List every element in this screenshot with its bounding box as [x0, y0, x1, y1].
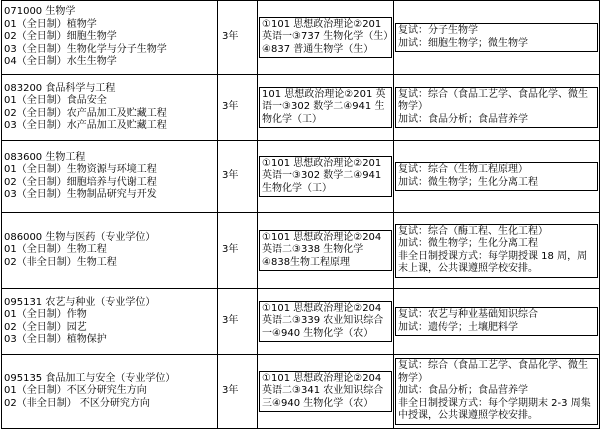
- program-row: [2, 355, 600, 429]
- review-line: 复试：综合（酶工程、生化工程）: [398, 225, 548, 237]
- exam-cell: [258, 213, 394, 289]
- major-title: 095135 食品加工与安全（专业学位）: [4, 372, 176, 384]
- major-title: 071000 生物学: [4, 6, 76, 18]
- review-line: 复试：综合（生物工程原理）: [398, 164, 528, 175]
- review-cell: [394, 213, 600, 289]
- direction-item: 02（全日制）细胞生物学: [4, 31, 117, 43]
- review-cell: [394, 141, 600, 213]
- review-cell: [394, 289, 600, 355]
- years-cell: 3年: [218, 213, 258, 289]
- review-cell: [394, 355, 600, 429]
- review-line: 复试：综合（食品工艺学、食品化学、微生物学）: [398, 360, 588, 384]
- program-row: [2, 213, 600, 289]
- review-line: 非全日制授课方式：每个学期期末 2-3 周集中授课，公共课遵照学校安排。: [398, 397, 591, 422]
- exam-cell: [258, 355, 394, 429]
- review-line: 加试：食品分析；食品营养学: [398, 385, 528, 397]
- direction-item: 01（全日制）食品安全: [4, 95, 107, 106]
- direction-item: 02（全日制）细胞培养与代谢工程: [4, 176, 157, 188]
- major-cell: [2, 289, 218, 355]
- review-cell: [394, 1, 600, 75]
- exam-cell: [258, 1, 394, 75]
- exam-subjects: ①101 思想政治理论②201英语一③737 生物化学（生）④837 普通生物学（生）: [262, 18, 389, 55]
- years-cell: 3年: [218, 141, 258, 213]
- exam-cell: [258, 75, 394, 141]
- years-cell: 3年: [218, 355, 258, 429]
- exam-subjects: ①101 思想政治理论②204英语二③338 生物化学④838生物工程原理: [262, 231, 382, 268]
- review-line: 加试：食品分析；食品营养学: [398, 113, 528, 125]
- major-title: 083600 生物工程: [4, 151, 86, 163]
- exam-subjects: 101 思想政治理论②201 英语一③302 数学二④941 生物化学（工）: [262, 88, 386, 125]
- program-row: [2, 289, 600, 355]
- program-table: [1, 0, 600, 429]
- review-line: 复试：农艺与种业基础知识综合: [398, 309, 538, 320]
- exam-subjects: ①101 思想政治理论②204英语二③339 农业知识综合一④940 生物化学（农）: [262, 302, 384, 339]
- years-cell: 3年: [218, 289, 258, 355]
- review-cell: [394, 75, 600, 141]
- direction-item: 03（全日制）生物制品研究与开发: [4, 189, 157, 200]
- review-line: 加试：遗传学；土壤肥料学: [398, 321, 518, 333]
- review-line: 非全日制授课方式：每学期授课 18 周，周末上课，公共课遵照学校安排。: [398, 250, 588, 274]
- direction-item: 01（全日制）作物: [4, 309, 87, 320]
- direction-item: 02（非全日制） 不区分研究方向: [4, 397, 150, 409]
- review-line: 加试：微生物学；生化分离工程: [398, 238, 538, 249]
- direction-item: 03（全日制）生物化学与分子生物学: [4, 43, 167, 55]
- major-title: 095131 农艺与种业（专业学位）: [4, 296, 156, 308]
- program-row: [2, 141, 600, 213]
- major-cell: [2, 75, 218, 141]
- direction-item: 02（全日制）农产品加工及贮藏工程: [4, 107, 167, 119]
- major-cell: [2, 213, 218, 289]
- review-line: 复试：分子生物学: [398, 25, 478, 36]
- exam-subjects: ①101 思想政治理论②201英语一③302 数学二④941生物化学（工）: [262, 157, 382, 194]
- direction-item: 01（全日制）生物工程: [4, 244, 107, 256]
- direction-item: 03（全日制）水产品加工及贮藏工程: [4, 120, 167, 131]
- direction-item: 04（全日制）水生生物学: [4, 56, 117, 68]
- years-cell: 3年: [218, 1, 258, 75]
- major-cell: [2, 1, 218, 75]
- direction-item: 02（非全日制）生物工程: [4, 256, 117, 268]
- major-title: 086000 生物与医药（专业学位）: [4, 231, 156, 243]
- review-line: 加试：微生物学；生化分离工程: [398, 176, 538, 188]
- exam-cell: [258, 141, 394, 213]
- program-row: [2, 1, 600, 75]
- review-line: 加试：细胞生物学；微生物学: [398, 37, 528, 49]
- major-cell: [2, 141, 218, 213]
- direction-item: 03（全日制）植物保护: [4, 334, 107, 345]
- exam-subjects: ①101 思想政治理论②204英语二③341 农业知识综合三④940 生物化学（农）: [262, 372, 384, 409]
- years-cell: 3年: [218, 75, 258, 141]
- major-title: 083200 食品科学与工程: [4, 82, 116, 94]
- direction-item: 01（全日制）不区分研究生方向: [4, 385, 147, 397]
- direction-item: 01（全日制）植物学: [4, 18, 97, 30]
- direction-item: 01（全日制）生物资源与环境工程: [4, 164, 157, 175]
- exam-cell: [258, 289, 394, 355]
- direction-item: 02（全日制）园艺: [4, 321, 87, 333]
- program-row: [2, 75, 600, 141]
- review-line: 复试：综合（食品工艺学、食品化学、微生物学）: [398, 88, 588, 113]
- major-cell: [2, 355, 218, 429]
